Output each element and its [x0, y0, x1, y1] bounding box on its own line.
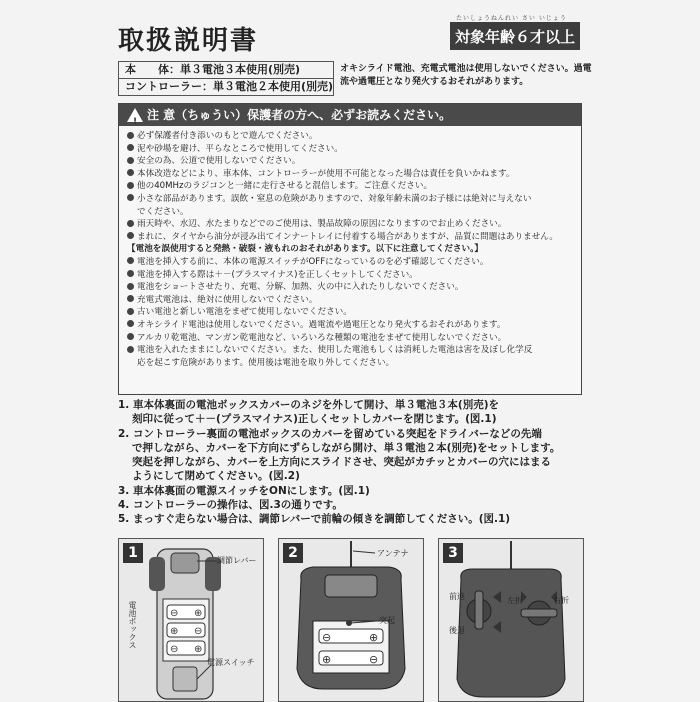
bullet-icon: [127, 182, 134, 189]
battery-item: 電池を挿入する際は＋－(プラスマイナス)を正しくセットしてください。: [127, 269, 573, 282]
step-1: 1. 車本体裏面の電池ボックスカバーのネジを外して開け、単３電池３本(別売)を: [118, 399, 500, 411]
step-2-continued: ようにして閉めてください。(図.2): [132, 470, 300, 483]
battery-item: オキシライド電池は使用しないでください。過電流や過電圧となり発火するおそれがあります。: [127, 319, 573, 332]
battery-item: 古い電池と新しい電池をまぜて使用しないでください。: [127, 306, 573, 319]
bullet-icon: [127, 157, 134, 164]
battery-item: 充電式電池は、絶対に使用しないでください。: [127, 294, 573, 307]
bullet-icon: [127, 308, 134, 315]
backward-label: 後退: [449, 626, 465, 635]
svg-text:⊕: ⊕: [369, 631, 379, 644]
spec-note: オキシライド電池、充電式電池は使用しないでください。過電流や過電圧となり発火するおそれがあります。: [340, 64, 592, 87]
svg-text:⊖: ⊖: [194, 626, 203, 637]
age-badge: 対象年齢６才以上: [450, 22, 580, 50]
caution-item: 小さな部品があります。誤飲・窒息の危険がありますので、対象年齢未満のお子様には絶対に与えない: [127, 193, 573, 206]
bullet-icon: [127, 169, 134, 176]
figures: [118, 538, 584, 700]
svg-text:⊖: ⊖: [170, 644, 179, 655]
svg-text:⊖: ⊖: [369, 653, 379, 666]
spec-row-controller: コントローラー：単３電池２本使用(別売): [125, 80, 333, 93]
step-3: 3. 車本体裏面の電源スイッチをONにします。(図.1): [118, 484, 370, 497]
bullet-icon: [127, 194, 134, 201]
caution-item: まれに、タイヤから油分が浸み出てインナートレイに付着する場合がありますが、品質に問題はありません。: [127, 231, 573, 244]
bullet-icon: [127, 270, 134, 277]
caution-item: 必ず保護者付き添いのもとで遊んでください。: [127, 130, 573, 143]
adjust-lever-label: 調節レバー: [217, 556, 257, 565]
caution-item: 本体改造などにより、車本体、コントローラーが使用不可能となった場合は責任を負いかねます。: [127, 168, 573, 181]
forward-label: 前進: [449, 592, 465, 601]
caution-item: 雨天時や、水辺、水たまりなどでのご使用は、製品故障の原因になりますのでお止めください。: [127, 218, 573, 231]
age-ruby: たいしょうねんれい さい いじょう: [456, 15, 567, 22]
svg-text:⊕: ⊕: [194, 608, 203, 619]
caution-item: 他の40MHzのラジコンと一緒に走行させると混信します。ご注意ください。: [127, 180, 573, 193]
caution-box: [118, 103, 582, 395]
figure-3: [438, 538, 584, 702]
caution-list: [119, 126, 581, 369]
bullet-icon: [127, 220, 134, 227]
step-2-continued: 突起を押しながら、カバーを上方向にスライドさせ、突起がカチッとカバーの穴にはまる: [132, 456, 552, 469]
protrusion-label: 突起: [379, 616, 395, 625]
right-turn-label: 右折: [553, 596, 569, 605]
figure-2-number: 2: [283, 543, 303, 563]
battery-warning-heading: 【電池を誤使用すると発熱・破裂・液もれのおそれがあります。以下に注意してください。】: [127, 244, 483, 255]
caution-item: 泥や砂場を避け、平らなところで使用してください。: [127, 143, 573, 156]
step-1-continued: 刻印に従って＋－(プラスマイナス)正しくセットしカバーを閉じます。(図.1): [132, 413, 497, 426]
step-4: 4. コントローラーの操作は、図.3の通りです。: [118, 499, 343, 512]
figure-1-number: 1: [123, 543, 143, 563]
caution-heading: [119, 104, 581, 126]
controller-front-illustration: [439, 539, 583, 701]
figure-3-number: 3: [443, 543, 463, 563]
spec-row-body: 本 体：単３電池３本使用(別売): [119, 62, 333, 79]
battery-box-label: 電池ボックス: [128, 601, 137, 649]
setup-steps: [118, 398, 588, 527]
bullet-icon: [127, 295, 134, 302]
svg-text:⊖: ⊖: [170, 608, 179, 619]
antenna-label: アンテナ: [377, 549, 409, 558]
battery-item: アルカリ乾電池、マンガン乾電池など、いろいろな種類の電池をまぜて使用しないでください。: [127, 332, 573, 345]
battery-item: 電池を入れたままにしないでください。また、使用した電池もしくは消耗した電池は害を及ぼし化学反: [127, 344, 573, 357]
figure-2: [278, 538, 424, 702]
warning-icon: [127, 108, 143, 122]
step-2: 2. コントローラー裏面の電池ボックスのカバーを留めている突起をドライバーなどの先端: [118, 427, 542, 440]
caution-item-continued: でください。: [137, 206, 189, 217]
battery-item-continued: 応を起こす危険があります。使用後は電池を取り外してください。: [137, 357, 395, 368]
bullet-icon: [127, 320, 134, 327]
step-5: 5. まっすぐ走らない場合は、調節レバーで前輪の傾きを調節してください。(図.1): [118, 513, 511, 526]
bullet-icon: [127, 257, 134, 264]
bullet-icon: [127, 283, 134, 290]
bullet-icon: [127, 232, 134, 239]
figure-1: [118, 538, 264, 702]
controller-back-illustration: [279, 539, 423, 701]
battery-spec-table: [118, 61, 334, 96]
bullet-icon: [127, 144, 134, 151]
caution-heading-text: 注 意（ちゅうい）保護者の方へ、必ずお読みください。: [147, 108, 452, 122]
svg-text:⊕: ⊕: [194, 644, 203, 655]
bullet-icon: [127, 333, 134, 340]
svg-text:⊖: ⊖: [322, 631, 332, 644]
svg-text:⊕: ⊕: [170, 626, 179, 637]
power-switch-label: 電源スイッチ: [207, 658, 255, 667]
step-2-continued: で押しながら、カバーを下方向にずらしながら開け、単３電池２本(別売)をセットします。: [132, 441, 561, 454]
left-turn-label: 左折: [507, 596, 523, 605]
battery-item: 電池をショートさせたり、充電、分解、加熱、火の中に入れたりしないでください。: [127, 281, 573, 294]
svg-text:⊕: ⊕: [322, 653, 332, 666]
page-title: 取扱説明書: [118, 26, 259, 56]
battery-item: 電池を挿入する前に、本体の電源スイッチがOFFになっているのを必ず確認してください。: [127, 256, 573, 269]
caution-item: 安全の為、公道で使用しないでください。: [127, 155, 573, 168]
bullet-icon: [127, 346, 134, 353]
